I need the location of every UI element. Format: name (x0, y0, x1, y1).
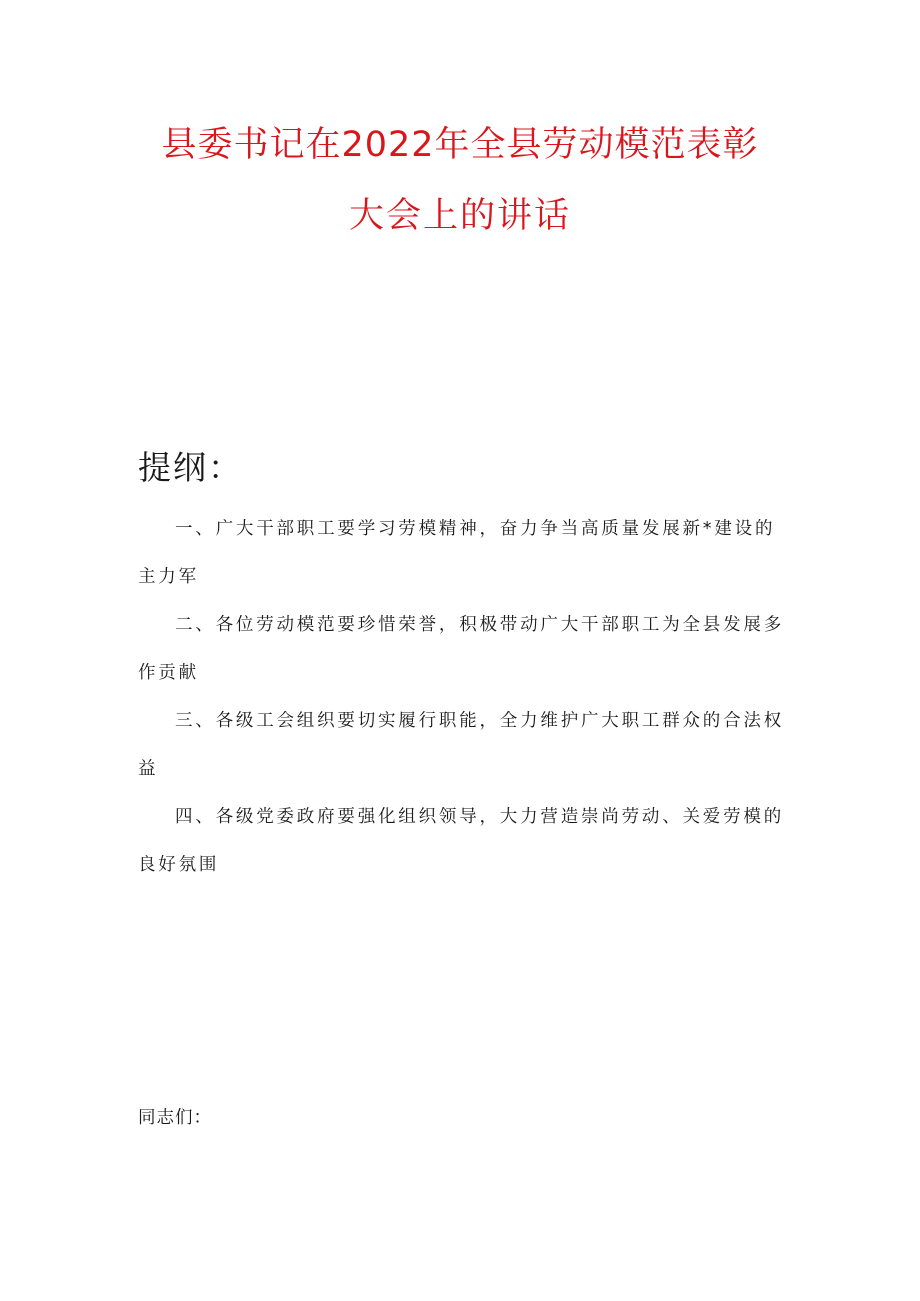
outline-list (138, 505, 788, 889)
outline-item-1: 一、广大干部职工要学习劳模精神，奋力争当高质量发展新*建设的主力军 (138, 519, 776, 587)
outline-heading: 提纲： (138, 448, 243, 487)
salutation: 同志们： (138, 1108, 212, 1128)
title-line-1: 县委书记在2022年全县劳动模范表彰 (161, 125, 759, 165)
document-title (0, 125, 920, 236)
title-line-2: 大会上的讲话 (348, 196, 571, 236)
outline-item-3: 三、各级工会组织要切实履行职能，全力维护广大职工群众的合法权益 (138, 711, 784, 779)
outline-item-4: 四、各级党委政府要强化组织领导，大力营造崇尚劳动、关爱劳模的良好氛围 (138, 807, 784, 875)
outline-item-2: 二、各位劳动模范要珍惜荣誉，积极带动广大干部职工为全县发展多作贡献 (138, 615, 784, 683)
